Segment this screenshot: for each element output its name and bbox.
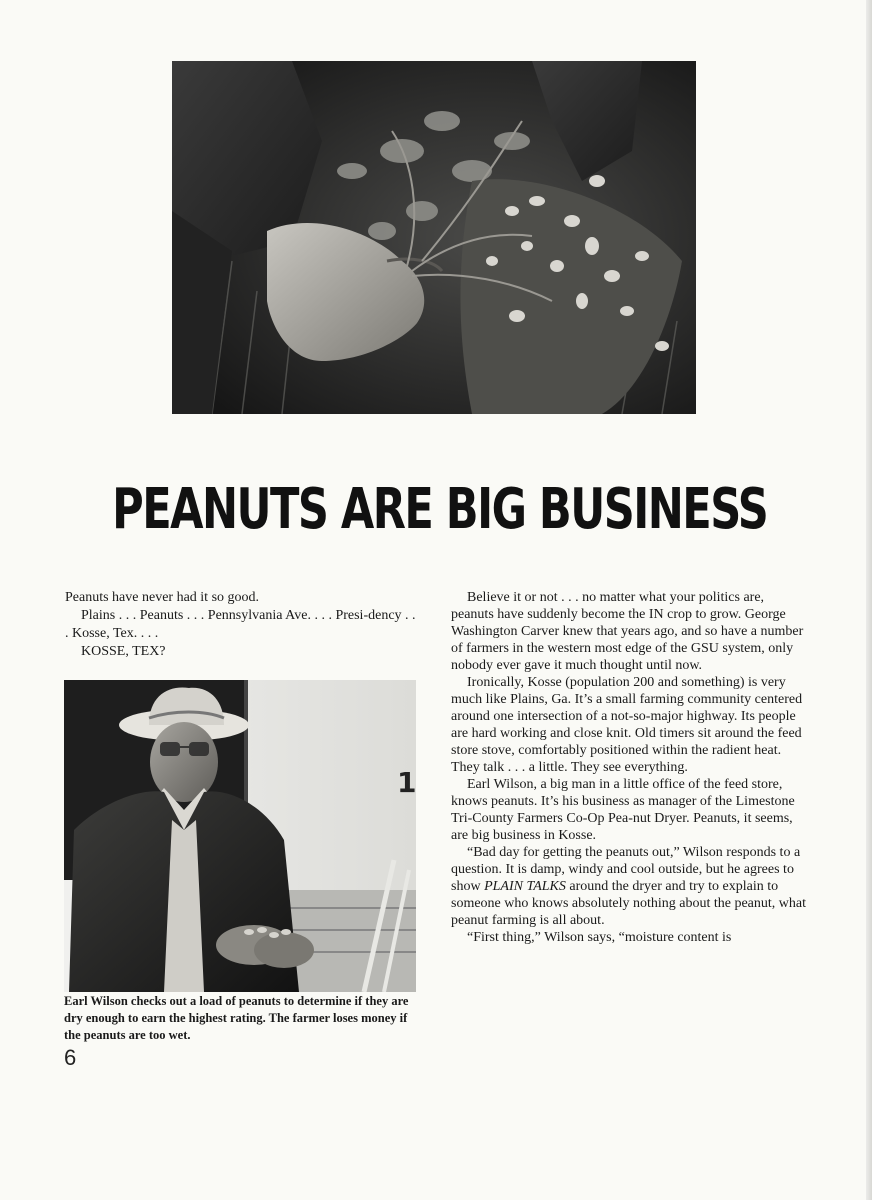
intro-column: [65, 589, 420, 661]
body-text: around the dryer and try to explain to someone who knows absolutely nothing about the peanut, what peanut farming is all about.: [451, 879, 806, 928]
man-in-cowboy-hat-photo: [64, 680, 416, 992]
article-headline: PEANUTS ARE BIG BUSINESS: [112, 477, 768, 542]
publication-name: PLAIN TALKS: [484, 879, 566, 894]
photo-caption: Earl Wilson checks out a load of peanuts to determine if they are dry enough to earn the highest rating. The farmer loses money if the peanuts are too wet.: [64, 994, 409, 1042]
body-paragraph: Earl Wilson, a big man in a little office of the feed store, knows peanuts. It’s his business as manager of the Limestone Tri-County Farmers Co-Op Pea-nut Dryer. Peanuts, it seems, are big business in Kosse.: [451, 777, 795, 843]
peanut-plant-illustration: [172, 61, 696, 414]
hands-holding-peanut-plant-photo: [172, 61, 696, 414]
body-paragraph: Ironically, Kosse (population 200 and something) is very much like Plains, Ga. It’s a small farming community centered around one intersection of a not-so-major highway. Its people are hard working and close knit. Old timers sit around the feed store stove, comfortably positioned within the radient heat. They talk . . . a little. They see everything.: [451, 675, 803, 775]
intro-line-3: KOSSE, TEX?: [81, 644, 166, 659]
earl-wilson-illustration: [64, 680, 416, 992]
body-text: “Bad day for getting the peanuts out,” Wilson responds to a question. It is damp, windy and cool outside, but he agrees to show: [451, 845, 801, 894]
body-paragraph: “First thing,” Wilson says, “moisture content is: [467, 930, 732, 945]
intro-line-2: Plains . . . Peanuts . . . Pennsylvania Ave. . . . Presi-dency . . . Kosse, Tex. . . .: [65, 608, 416, 641]
intro-line-1: Peanuts have never had it so good.: [65, 590, 260, 605]
door-number: 1: [397, 766, 416, 799]
body-column: [451, 589, 809, 946]
body-paragraph: [451, 844, 809, 929]
body-paragraph: Believe it or not . . . no matter what your politics are, peanuts have suddenly become the IN crop to grow. George Washington Carver knew that years ago, and so have a number of farmers in the western most edge of the GSU system, only nobody ever gave it much thought until now.: [451, 590, 804, 673]
page-edge: [866, 0, 872, 1200]
page-number: 6: [64, 1045, 77, 1070]
